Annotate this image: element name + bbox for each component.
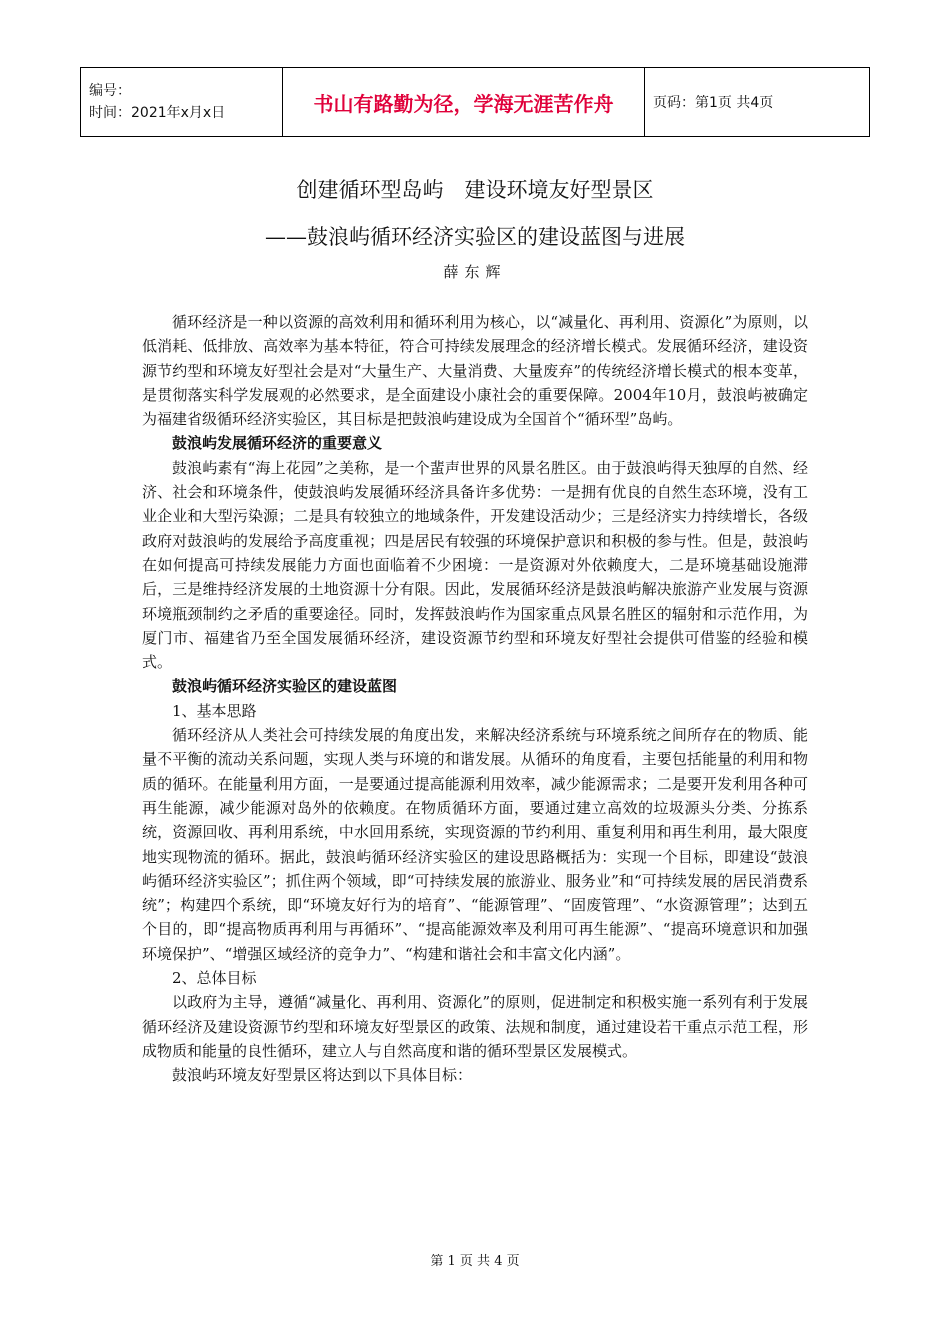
document-body	[142, 310, 808, 1088]
document-subtitle: ——鼓浪屿循环经济实验区的建设蓝图与进展	[265, 225, 685, 249]
section-heading-significance: 鼓浪屿发展循环经济的重要意义	[172, 434, 383, 453]
header-page-info: 页码：第1页 共4页	[645, 68, 870, 137]
basic-idea-paragraph: 循环经济从人类社会可持续发展的角度出发，来解决经济系统与环境系统之间所存在的物质、能量不平衡的流动关系问题，实现人类与环境的和谐发展。从循环的角度看，主要包括能量的利用和物质的循环。在能量利用方面，一是要通过提高能源利用效率，减少能源需求；二是要开发利用各种可再生能源，减少能源对岛外的依赖度。在物质循环方面，要通过建立高效的垃圾源头分类、分拣系统，资源回收、再利用系统，中水回用系统，实现资源的节约利用、重复利用和再生利用，最大限度地实现物流的循环。据此，鼓浪屿循环经济实验区的建设思路概括为：实现一个目标，即建设“鼓浪屿循环经济实验区”；抓住两个领域，即“可持续发展的旅游业、服务业”和“可持续发展的居民消费系统”；构建四个系统，即“环境友好行为的培育”、“能源管理”、“固废管理”、“水资源管理”；达到五个目的，即“提高物质再利用与再循环”、“提高能源效率及利用可再生能源”、“提高环境意识和加强环境保护”、“增强区域经济的竞争力”、“构建和谐社会和丰富文化内涵”。	[142, 726, 808, 963]
section-heading-blueprint: 鼓浪屿循环经济实验区的建设蓝图	[172, 677, 398, 696]
intro-paragraph: 循环经济是一种以资源的高效利用和循环利用为核心，以“减量化、再利用、资源化”为原则，以低消耗、低排放、高效率为基本特征，符合可持续发展理念的经济增长模式。发展循环经济，建设资源节约型和环境友好型社会是对“大量生产、大量消费、大量废弃”的传统经济增长模式的根本变革，是贯彻落实科学发展观的必然要求，是全面建设小康社会的重要保障。2004年10月，鼓浪屿被确定为福建省级循环经济实验区，其目标是把鼓浪屿建设成为全国首个“循环型”岛屿。	[142, 313, 808, 429]
header-table	[80, 67, 870, 137]
subsection-heading-basic-idea: 1、基本思路	[172, 701, 257, 720]
document-time-label: 时间：2021年x月x日	[89, 105, 226, 121]
significance-paragraph: 鼓浪屿素有“海上花园”之美称，是一个蜚声世界的风景名胜区。由于鼓浪屿得天独厚的自然、经济、社会和环境条件，使鼓浪屿发展循环经济具备许多优势：一是拥有优良的自然生态环境，没有工业企业和大型污染源；二是具有较独立的地域条件，开发建设活动少；三是经济实力持续增长，各级政府对鼓浪屿的发展给予高度重视；四是居民有较强的环境保护意识和积极的参与性。但是，鼓浪屿在如何提高可持续发展能力方面也面临着不少困境：一是资源对外依赖度大，二是环境基础设施滞后，三是维持经济发展的土地资源十分有限。因此，发展循环经济是鼓浪屿解决旅游产业发展与资源环境瓶颈制约之矛盾的重要途径。同时，发挥鼓浪屿作为国家重点风景名胜区的辐射和示范作用，为厦门市、福建省乃至全国发展循环经济，建设资源节约型和环境友好型社会提供可借鉴的经验和模式。	[142, 458, 808, 672]
subsection-heading-overall-goal: 2、总体目标	[172, 969, 257, 988]
page-footer: 第 1 页 共 4 页	[430, 1254, 520, 1269]
document-author: 薛东辉	[443, 263, 507, 281]
header-meta-cell	[81, 68, 283, 137]
header-motto: 书山有路勤为径，学海无涯苦作舟	[283, 68, 645, 137]
document-title: 创建循环型岛屿 建设环境友好型景区	[296, 178, 654, 202]
overall-goal-paragraph: 以政府为主导，遵循“减量化、再利用、资源化”的原则，促进制定和积极实施一系列有利于发展循环经济及建设资源节约型和环境友好型景区的政策、法规和制度，通过建设若干重点示范工程，形成物质和能量的良性循环，建立人与自然高度和谐的循环型景区发展模式。	[142, 993, 808, 1060]
specific-goals-intro: 鼓浪屿环境友好型景区将达到以下具体目标：	[172, 1066, 473, 1085]
document-number-label: 编号：	[89, 83, 131, 99]
